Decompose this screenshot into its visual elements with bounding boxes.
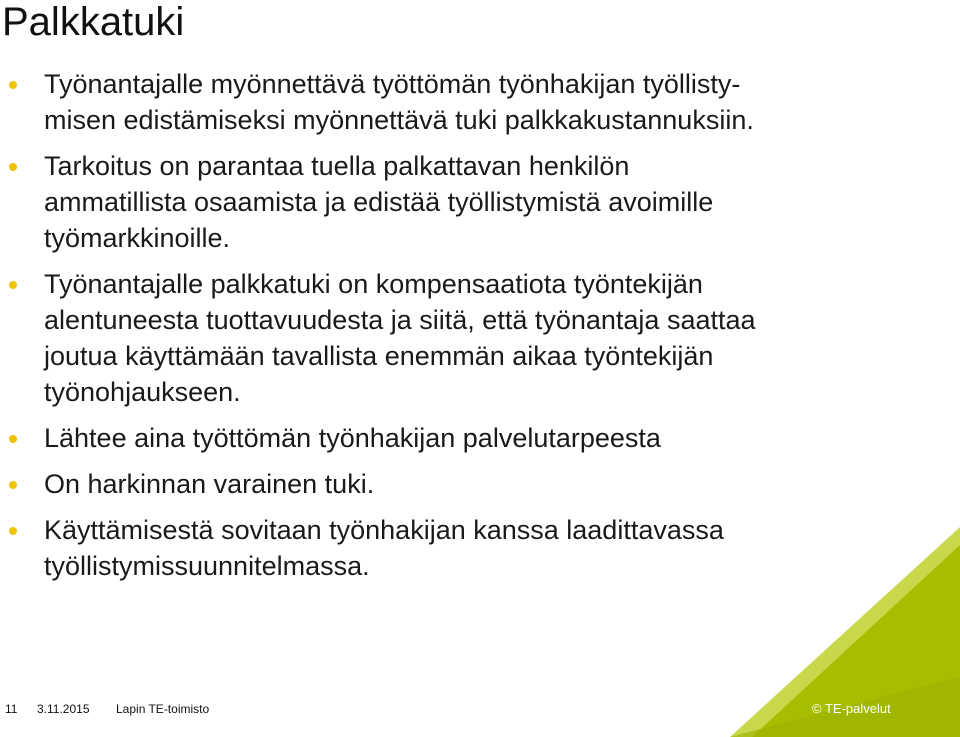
bullet-list bbox=[0, 66, 930, 594]
bullet-text: Lähtee aina työttömän työnhakijan palvelutarpeesta bbox=[44, 423, 661, 453]
bullet-item bbox=[0, 266, 930, 410]
bullet-text: On harkinnan varainen tuki. bbox=[44, 469, 375, 499]
slide-title: Palkkatuki bbox=[2, 0, 185, 44]
bullet-dot-icon bbox=[9, 481, 17, 489]
footer bbox=[0, 697, 960, 721]
page-number: 11 bbox=[5, 702, 18, 716]
bullet-dot-icon bbox=[9, 163, 17, 171]
footer-organization: Lapin TE-toimisto bbox=[116, 702, 210, 716]
bullet-dot-icon bbox=[9, 81, 17, 89]
bullet-item bbox=[0, 148, 930, 256]
footer-date: 3.11.2015 bbox=[37, 702, 90, 716]
bullet-item bbox=[0, 466, 930, 502]
bullet-text: Työnantajalle myönnettävä työttömän työnhakijan työllisty- misen edistämiseksi myönnettävä tuki palkkakustannuksiin. bbox=[44, 69, 754, 135]
bullet-item bbox=[0, 66, 930, 138]
bullet-text: Työnantajalle palkkatuki on kompensaatiota työntekijän alentuneesta tuottavuudesta ja siitä, että työnantaja saattaa joutua käyttämään tavallista enemmän aikaa työntekijän työnohjaukseen. bbox=[44, 269, 756, 407]
bullet-text: Käyttämisestä sovitaan työnhakijan kanssa laadittavassa työllistymissuunnitelmassa. bbox=[44, 515, 724, 581]
bullet-item bbox=[0, 420, 930, 456]
footer-brand: © TE-palvelut bbox=[812, 701, 891, 716]
bullet-dot-icon bbox=[9, 435, 17, 443]
bullet-dot-icon bbox=[9, 281, 17, 289]
bullet-dot-icon bbox=[9, 527, 17, 535]
bullet-text: Tarkoitus on parantaa tuella palkattavan henkilön ammatillista osaamista ja edistää työllistymistä avoimille työmarkkinoille. bbox=[44, 151, 714, 253]
bullet-item bbox=[0, 512, 930, 584]
